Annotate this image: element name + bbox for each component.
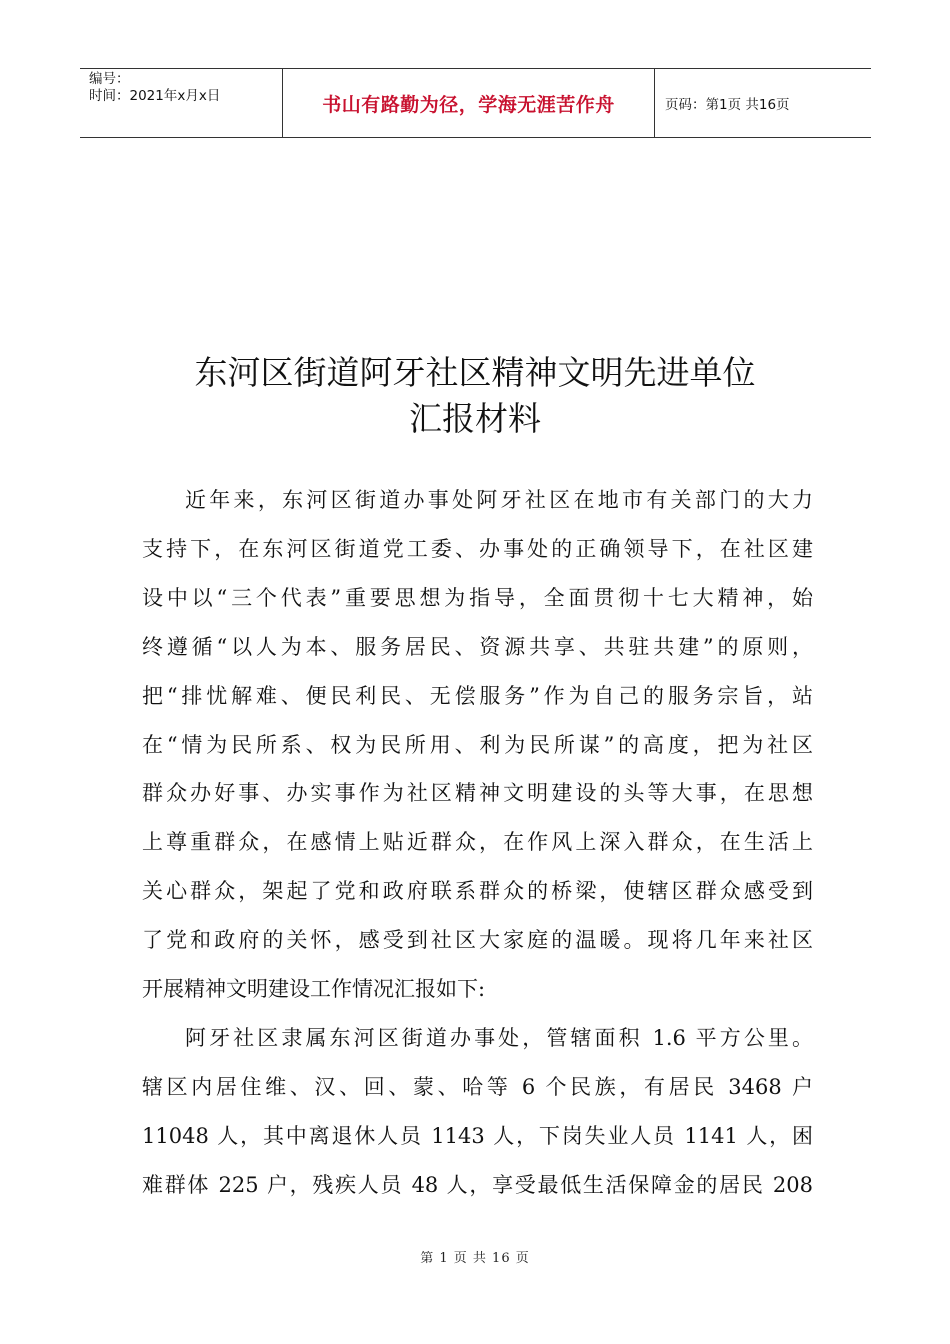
body-line: 辖区内居住维、汉、回、蒙、哈等 6 个民族，有居民 3468 户 — [142, 1074, 813, 1099]
body-line: 把“排忧解难、便民利民、无偿服务”作为自己的服务宗旨，站 — [142, 683, 813, 708]
page-footer: 第 1 页 共 16 页 — [420, 1251, 530, 1266]
paragraph-1 — [142, 476, 813, 1014]
body-line: 终遵循“以人为本、服务居民、资源共享、共驻共建”的原则， — [142, 634, 813, 659]
body-line: 难群体 225 户，残疾人员 48 人，享受最低生活保障金的居民 208 — [142, 1172, 813, 1197]
document-number-label: 编号： — [89, 71, 130, 87]
document-body — [142, 476, 813, 1210]
paragraph-2 — [142, 1014, 813, 1210]
body-line: 在“情为民所系、权为民所用、利为民所谋”的高度，把为社区 — [142, 732, 813, 757]
title-line-1: 东河区街道阿牙社区精神文明先进单位 — [194, 353, 756, 392]
header-table — [80, 68, 871, 138]
document-time-label: 时间：2021年x月x日 — [89, 88, 221, 104]
body-line: 群众办好事、办实事作为社区精神文明建设的头等大事，在思想 — [142, 781, 813, 806]
document-title — [0, 350, 950, 442]
body-line: 了党和政府的关怀，感受到社区大家庭的温暖。现将几年来社区 — [142, 928, 813, 953]
body-line: 设中以“三个代表”重要思想为指导，全面贯彻十七大精神，始 — [142, 585, 813, 610]
body-line: 上尊重群众，在感情上贴近群众，在作风上深入群众，在生活上 — [142, 830, 813, 855]
title-line-2: 汇报材料 — [409, 399, 541, 438]
header-motto: 书山有路勤为径，学海无涯苦作舟 — [282, 69, 655, 137]
body-line: 开展精神文明建设工作情况汇报如下: — [142, 977, 486, 1002]
header-page-info: 页码：第1页 共16页 — [665, 97, 790, 113]
body-line: 支持下，在东河区街道党工委、办事处的正确领导下，在社区建 — [142, 536, 813, 561]
body-line: 11048 人，其中离退休人员 1143 人，下岗失业人员 1141 人，困 — [142, 1123, 813, 1148]
body-line: 关心群众，架起了党和政府联系群众的桥梁，使辖区群众感受到 — [142, 879, 813, 904]
body-line: 阿牙社区隶属东河区街道办事处，管辖面积 1.6 平方公里。 — [185, 1025, 813, 1050]
body-line: 近年来，东河区街道办事处阿牙社区在地市有关部门的大力 — [185, 488, 813, 512]
header-meta — [80, 69, 282, 137]
